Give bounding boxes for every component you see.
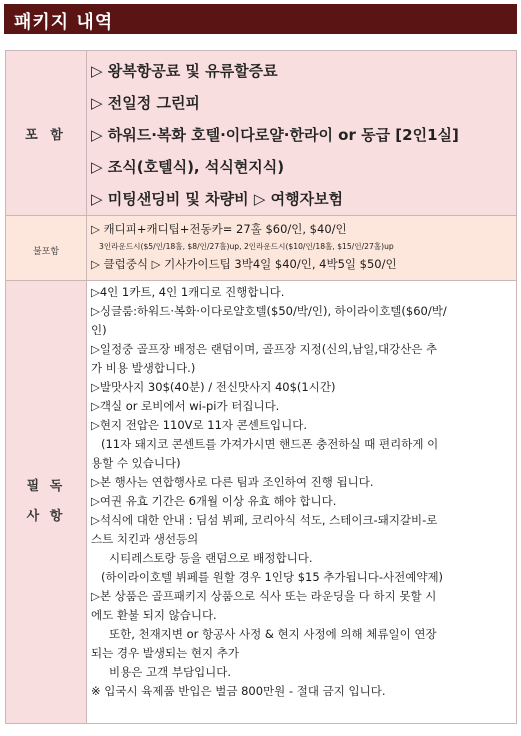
note-line: ※ 입국시 육제품 반입은 벌금 800만원 - 절대 금지 입니다. [91,684,386,698]
note-line: ▷여권 유효 기간은 6개월 이상 유효 해야 합니다. [91,494,337,508]
include-label-cell [6,51,87,216]
note-line: 스트 치킨과 생선등의 [91,532,199,546]
notes-content-cell [87,281,517,724]
include-item: ▷ 하워드·복화 호텔·이다로얄·한라이 or 동급 [2인1실] [91,126,459,144]
note-line: ▷본 행사는 연합행사로 다른 팀과 조인하여 진행 됩니다. [91,475,374,489]
include-item: ▷ 전일정 그린피 [91,94,200,112]
exclude-subnote: 3인라운드시($5/인/18홀, $8/인/27홀)up, 2인라운드시($10/인/18홀, $15/인/27홀)up [99,242,394,251]
include-row [6,51,517,216]
include-item: ▷ 조식(호텔식), 석식현지식) [91,158,285,176]
notes-label-line1: 필 독 [26,479,66,494]
include-label: 포 함 [25,127,67,143]
include-list [87,51,516,215]
note-line: 인) [91,323,107,337]
note-line: (하이라이호텔 뷔페를 원할 경우 1인당 $15 추가됩니다-사전예약제) [101,570,444,584]
note-line: ▷석식에 대한 안내 : 딤섬 뷔페, 코리아식 석도, 스테이크-돼지갈비-로 [91,513,438,527]
notes-row [6,281,517,724]
exclude-row [6,216,517,281]
note-line: 되는 경우 발생되는 현지 추가 [91,646,239,660]
notes-list [87,281,516,701]
note-line: ▷4인 1카트, 4인 1캐디로 진행합니다. [91,285,285,299]
package-table [5,50,517,724]
page-header [4,4,517,34]
page-title: 패키지 내역 [14,12,114,33]
exclude-label: 불포함 [32,246,60,257]
note-line: 가 비용 발생합니다.) [91,361,196,375]
include-content-cell [87,51,517,216]
notes-label-cell [6,281,87,724]
note-line: 시티레스토랑 등을 랜덤으로 배정합니다. [109,551,313,565]
note-line: 비용은 고객 부담입니다. [109,665,232,679]
exclude-content-cell [87,216,517,281]
exclude-item: ▷ 캐디피+캐디팁+전동카= 27홀 $60/인, $40/인 [91,222,347,236]
note-line: 에도 환불 되지 않습니다. [91,608,217,622]
exclude-list [87,216,516,273]
note-line: ▷객실 or 로비에서 wi-pi가 터집니다. [91,399,280,413]
notes-label-line2: 사 항 [26,509,66,524]
exclude-item: ▷ 클럽중식 ▷ 기사가이드팁 3박4일 $40/인, 4박5일 $50/인 [91,257,397,271]
note-line: ▷싱글룸:하워드·복화·이다로얄호텔($50/박/인), 하이라이호텔($60/박/ [91,304,447,318]
note-line: ▷본 상품은 골프패키지 상품으로 식사 또는 라운딩을 다 하지 못할 시 [91,589,437,603]
note-line: ▷일정중 골프장 배정은 랜덤이며, 골프장 지정(신의,남일,대강산은 추 [91,342,438,356]
note-line: ▷현지 전압은 110V로 11자 콘센트입니다. [91,418,307,432]
exclude-label-cell [6,216,87,281]
note-line: (11자 돼지코 콘센트를 가져가시면 핸드폰 충전하실 때 편리하게 이 [101,437,439,451]
note-line: 용할 수 있습니다) [91,456,181,470]
note-line: ▷발맛사지 30$(40분) / 전신맛사지 40$(1시간) [91,380,336,394]
include-item: ▷ 미팅샌딩비 및 차량비 ▷ 여행자보험 [91,190,344,208]
note-line: 또한, 천재지변 or 항공사 사정 & 현지 사정에 의해 체류일이 연장 [109,627,437,641]
include-item: ▷ 왕복항공료 및 유류할증료 [91,62,278,80]
